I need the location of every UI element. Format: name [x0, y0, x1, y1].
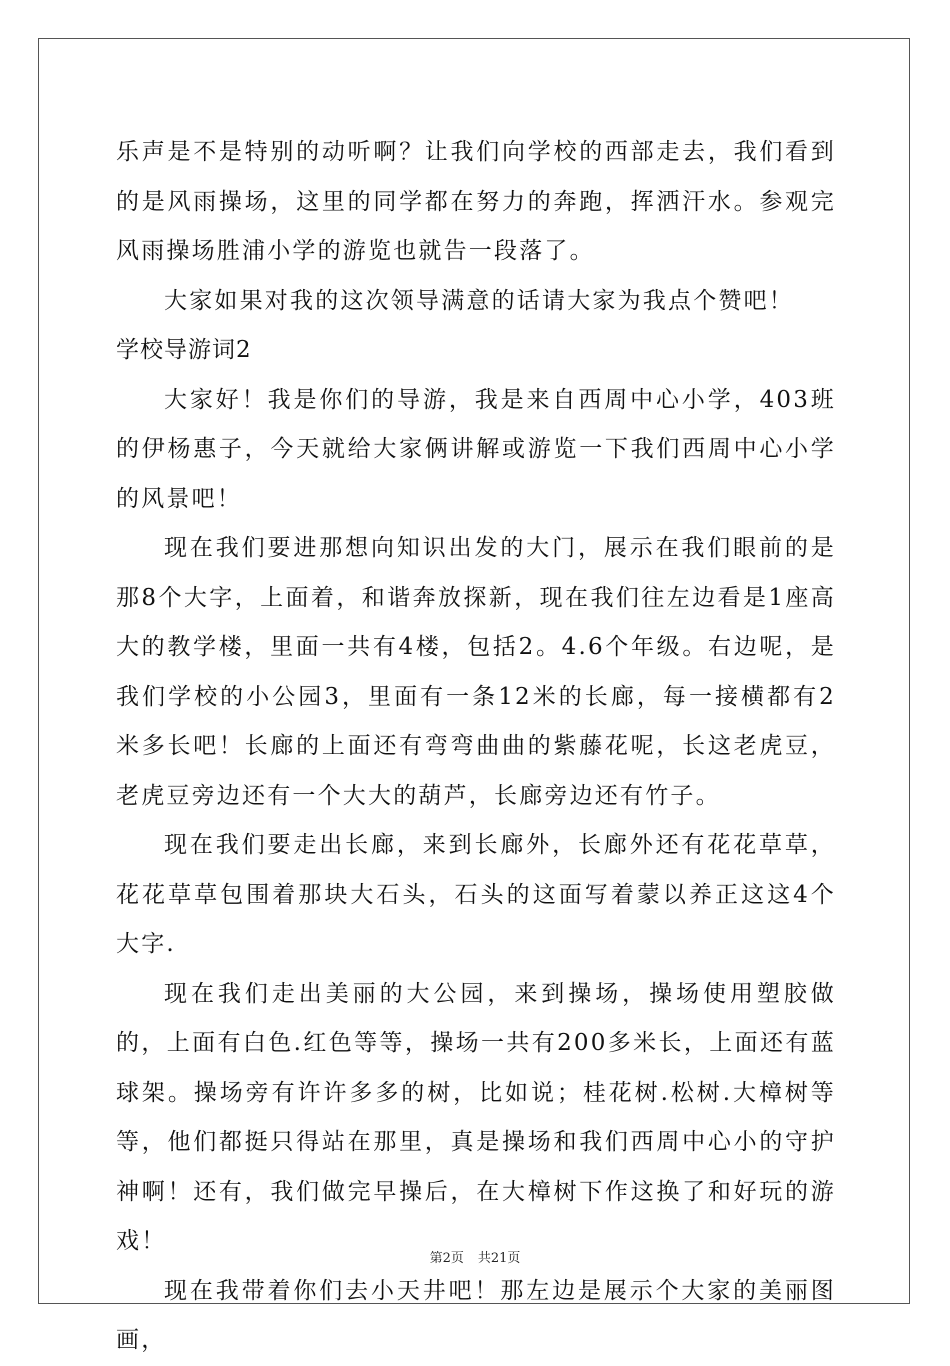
paragraph-gate: 现在我们要进那想向知识出发的大门，展示在我们眼前的是那8个大字，上面着，和谐奔放探新，现在我们往左边看是1座高大的教学楼，里面一共有4楼，包括2。4.6个年级。右边呢，是我们学校的小公园3，里面有一条12米的长廊，每一接横都有2米多长吧！长廊的上面还有弯弯曲曲的紫藤花呢，长这老虎豆，老虎豆旁边还有一个大大的葫芦，长廊旁边还有竹子。 — [116, 535, 836, 809]
paragraph-closing: 大家如果对我的这次领导满意的话请大家为我点个赞吧！ — [164, 287, 794, 314]
paragraph-courtyard: 现在我带着你们去小天井吧！那左边是展示个大家的美丽图画， — [116, 1277, 836, 1353]
section-title: 学校导游词2 — [116, 337, 252, 363]
page-total: 共21页 — [477, 1251, 521, 1266]
document-body — [116, 128, 836, 1366]
paragraph-corridor: 现在我们要走出长廊，来到长廊外，长廊外还有花花草草，花花草草包围着那块大石头，石头的这面写着蒙以养正这这4个大字. — [116, 832, 836, 957]
paragraph-continued: 乐声是不是特别的动听啊？让我们向学校的西部走去，我们看到的是风雨操场，这里的同学都在努力的奔跑，挥洒汗水。参观完风雨操场胜浦小学的游览也就告一段落了。 — [116, 139, 836, 264]
paragraph-playground: 现在我们走出美丽的大公园，来到操场，操场使用塑胶做的，上面有白色.红色等等，操场一共有200多米长，上面还有蓝球架。操场旁有许许多多的树，比如说；桂花树.松树.大樟树等等，他们都挺只得站在那里，真是操场和我们西周中心小的守护神啊！还有，我们做完早操后，在大樟树下作这换了和好玩的游戏！ — [116, 980, 836, 1254]
page-footer — [0, 1247, 950, 1266]
page-number: 第2页 — [429, 1251, 464, 1266]
paragraph-greeting: 大家好！我是你们的导游，我是来自西周中心小学，403班的伊杨惠子，今天就给大家俩讲解或游览一下我们西周中心小学的风景吧！ — [116, 386, 836, 512]
